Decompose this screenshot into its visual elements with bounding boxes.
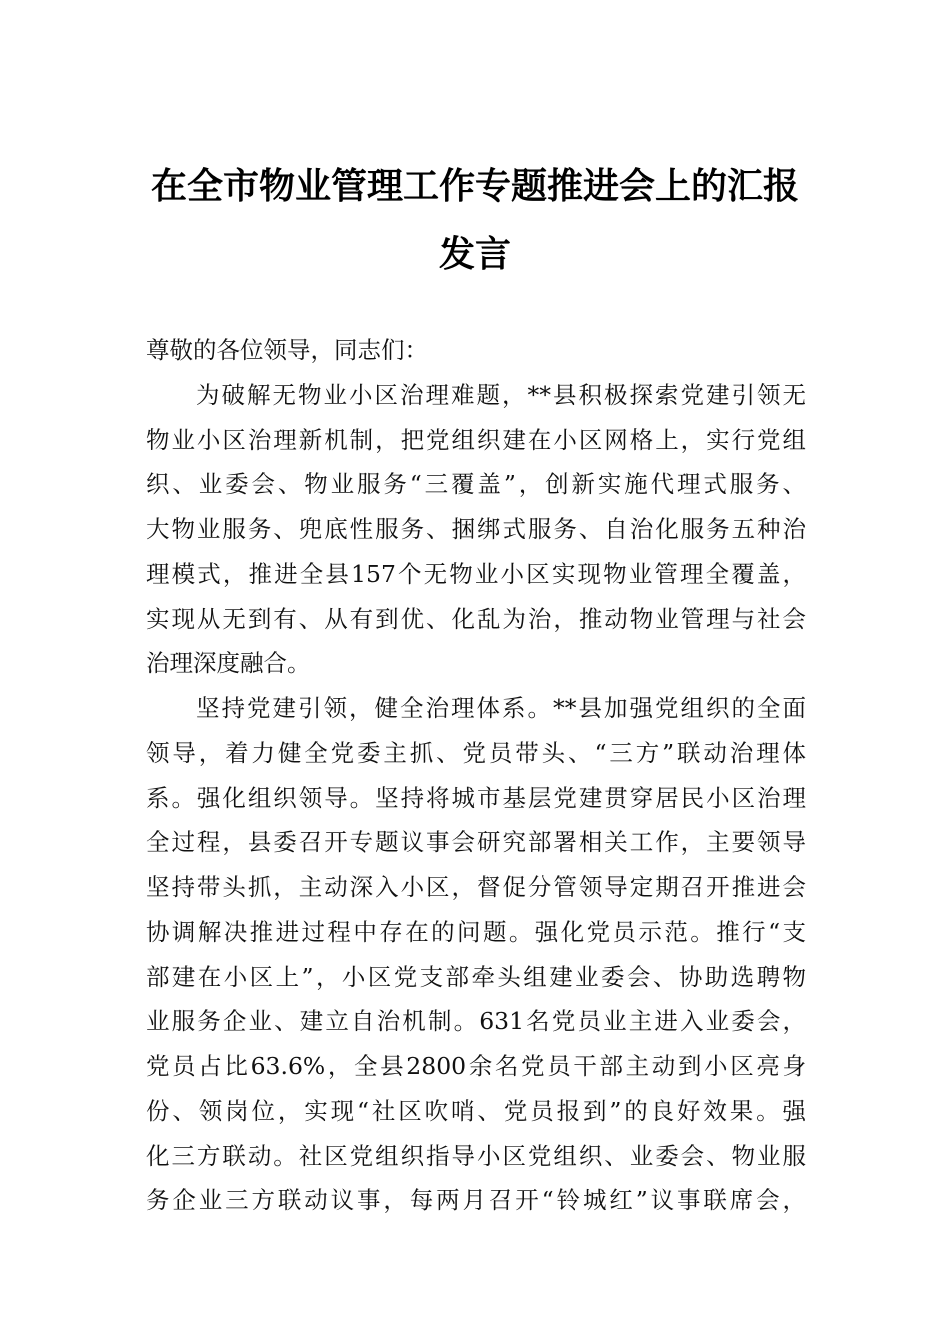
paragraph-line: 份、领岗位，实现“社区吹哨、党员报到”的良好效果。强: [146, 1096, 806, 1125]
paragraph-line: 业服务企业、建立自治机制。631名党员业主进入业委会，: [146, 1007, 806, 1036]
document-body: [146, 328, 806, 1223]
paragraph-line: 领导，着力健全党委主抓、党员带头、“三方”联动治理体: [146, 738, 806, 767]
document-title-line-2: 发言: [438, 233, 511, 275]
paragraph-line: 物业小区治理新机制，把党组织建在小区网格上，实行党组: [146, 425, 806, 454]
paragraph-line: 理模式，推进全县157个无物业小区实现物业管理全覆盖，: [146, 559, 806, 588]
paragraph-line: 系。强化组织领导。坚持将城市基层党建贯穿居民小区治理: [146, 783, 806, 812]
document-title-line-1: 在全市物业管理工作专题推进会上的汇报: [150, 165, 799, 207]
paragraph-line: 全过程，县委召开专题议事会研究部署相关工作，主要领导: [146, 828, 806, 857]
paragraph-line: 党员占比63.6%，全县2800余名党员干部主动到小区亮身: [146, 1052, 806, 1080]
paragraph-line: 部建在小区上”，小区党支部牵头组建业委会、协助选聘物: [146, 962, 806, 991]
paragraph-line: 大物业服务、兜底性服务、捆绑式服务、自治化服务五种治: [146, 515, 806, 543]
paragraph-line: 为破解无物业小区治理难题，**县积极探索党建引领无: [196, 380, 806, 409]
paragraph-line: 坚持带头抓，主动深入小区，督促分管领导定期召开推进会: [146, 873, 806, 901]
paragraph-line: 治理深度融合。: [146, 649, 311, 678]
paragraph-line: 化三方联动。社区党组织指导小区党组织、业委会、物业服: [146, 1141, 806, 1170]
paragraph-line: 协调解决推进过程中存在的问题。强化党员示范。推行“支: [146, 917, 806, 946]
salutation: 尊敬的各位领导，同志们：: [146, 336, 428, 364]
paragraph-1: [146, 373, 806, 686]
paragraph-line: 织、业委会、物业服务“三覆盖”，创新实施代理式服务、: [146, 470, 806, 499]
paragraph-line: 务企业三方联动议事，每两月召开“铃城红”议事联席会，: [146, 1186, 806, 1215]
paragraph-line: 实现从无到有、从有到优、化乱为治，推动物业管理与社会: [146, 604, 806, 633]
paragraph-line: 坚持党建引领，健全治理体系。**县加强党组织的全面: [196, 694, 806, 722]
paragraph-2: [146, 686, 806, 1223]
